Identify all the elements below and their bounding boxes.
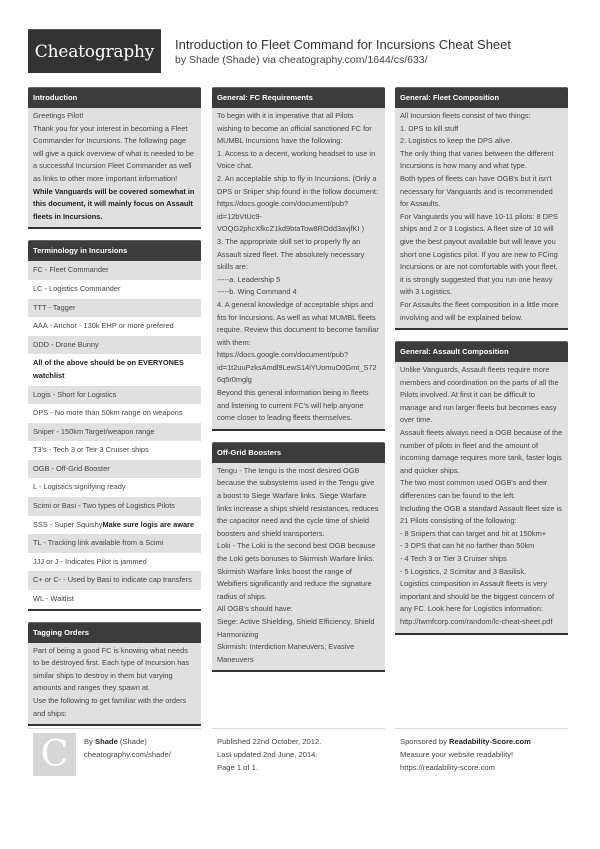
list-item (28, 497, 201, 516)
text-line: 1. DPS to kill stuff (400, 123, 459, 133)
text-line: Loki - The Loki is the second best OGB because the Loki gets bonuses to Skirmish Warfare links. Skirmish Warfare links boost the range of Webifiers significantly and reduce the signature radius of ships. (217, 541, 376, 601)
sponsor-block (400, 735, 531, 774)
list-item (28, 423, 201, 442)
sponsor-tagline: Measure your website readability! (400, 750, 514, 759)
text-line: Skirmish: Interdiction Maneuvers, Evasive Maneuvers (217, 642, 355, 664)
text-line: Both types of fleets can have OGB's but it isn't necessary for Vanguards and is recommended for Assaults. (400, 173, 553, 209)
updated-date: Last updated 2nd June, 2014. (217, 750, 318, 759)
list-item (28, 386, 201, 405)
term-text: TL - Tracking link available from a Scimi (33, 538, 164, 548)
text-line: Thank you for your interest in becoming a Fleet Commander for Incursions. The following page will give a quick overview of what is needed to be a successful Incursion Fleet Commander as well as links to other more important information! (33, 123, 195, 183)
section-title: Terminology in Incursions (28, 240, 201, 261)
publish-info (217, 735, 321, 774)
text-line: Including the OGB a standard Assault fleet size is 21 Pilots consisting of the following: (400, 503, 562, 526)
page-number: Page 1 of 1. (217, 763, 258, 772)
section-title: Introduction (28, 87, 201, 108)
term-text: FC - Fleet Commander (33, 265, 109, 275)
text-line: -----b. Wing Command 4 (217, 287, 297, 297)
column-1 (28, 87, 201, 737)
section-body (395, 362, 568, 632)
link-text[interactable]: https://docs.google.com/document/pub?id=1t2uuPzksAmdl9LewS14iYUomuO0Gmt_S726q5r0mglg (217, 350, 377, 385)
author-block (84, 735, 171, 761)
term-text: Sniper - 150km Target/weapon range (33, 426, 155, 436)
text-line: 2. Logistics to keep the DPS alive. (400, 136, 513, 146)
text-line: For Vanguards you will have 10-11 pilots: 8 DPS ships and 2 or 3 Logistics. A fleet size of 10 will give the best payout available but will leave you short one Logistics pilot. If you are new to FCing Incursions or are not comfortable with your fleet, it is strongly suggested that you run one heavy with 3 Logistics. (400, 211, 558, 297)
text-line: 4. A general knowledge of acceptable ships and fits for Incursions. As well as what MUMBL fleets require. Review this document to become familiar with them: (217, 299, 379, 347)
list-item (28, 299, 201, 318)
term-text: TTT - Tagger (33, 302, 76, 312)
list-item (28, 280, 201, 299)
by-prefix: By (84, 737, 93, 746)
page-title: Introduction to Fleet Command for Incursions Cheat Sheet (175, 37, 512, 52)
sponsor-url[interactable]: https://readability-score.com (400, 763, 495, 772)
footer-divider (212, 728, 385, 729)
list-item (28, 478, 201, 497)
text-line: Use the following to get familiar with the orders and ships: (33, 696, 187, 718)
text-line: 3. The appropriate skill set to properly fly an Assault sized fleet. The absolutely necessary skills are: (217, 236, 365, 272)
section-body (212, 108, 385, 429)
section-fleet-composition (395, 87, 568, 330)
section-body (28, 643, 201, 725)
page-subtitle[interactable]: by Shade (Shade) via cheatography.com/1644/cs/633/ (175, 54, 428, 66)
author-name[interactable]: Shade (95, 737, 118, 746)
text-line: Beyond this general information being in fleets and listening to current FC's will help anyone come closer to leading fleets themselves. (217, 388, 369, 423)
sponsor-link[interactable]: Readability-Score.com (449, 737, 531, 746)
term-bold: All of the above should be on EVERYONES watchlist (33, 358, 184, 380)
term-text: OGB - Off-Grid Booster (33, 463, 110, 473)
section-title: Off-Grid Boosters (212, 442, 385, 463)
list-item (28, 590, 201, 609)
list-item (28, 336, 201, 355)
list-item (28, 553, 201, 572)
term-text: LC - Logistics Commander (33, 283, 121, 293)
term-text: Scimi or Basi - Two types of Logistics Pilots (33, 501, 175, 511)
avatar[interactable]: C (33, 733, 76, 776)
term-bold: Make sure logis are aware (102, 519, 195, 529)
list-item (28, 534, 201, 553)
text-line: Assault fleets always need a OGB because of the number of pilots in fleet and the amount of incoming damage requires more tank, faster logis and quicker ships. (400, 428, 563, 475)
text-line: To begin with it is imperative that all Pilots wishing to become an official sanctioned FC for MUMBL Incursions have the following: (217, 111, 372, 146)
term-text: JJJ or J - Indicates Pilot is jammed (33, 556, 147, 566)
text-line: All Incursion fleets consist of two things: (400, 111, 531, 120)
list-item (28, 516, 201, 535)
term-text: DDD - Drone Bunny (33, 339, 99, 349)
text-line: All OGB's should have: (217, 604, 293, 614)
section-introduction (28, 87, 201, 229)
text-line: Greetings Pilot! (33, 111, 84, 120)
text-line: - 4 Tech 3 or Tier 3 Cruiser ships (400, 554, 507, 563)
text-line: -----a. Leadership 5 (217, 274, 281, 284)
text-line: - 8 Snipers that can target and hit at 150km+ (400, 528, 547, 538)
text-line: - 3 DPS that can hit no farther than 50km (400, 541, 535, 551)
list-item (28, 441, 201, 460)
text-line: 2. An acceptable ship to fly in Incursions. (Only a DPS or Sniper ship found in the follow document: (217, 173, 379, 196)
term-text: SSS - Super Squishy (33, 519, 103, 529)
text-line: For Assaults the fleet composition in a little more involving and will be explained below. (400, 299, 559, 322)
link-text[interactable]: https://docs.google.com/document/pub?id=12bVtUc9-VOQG2phcXfkcZ1kd9btaTow8ROdd3avjfKI ) (217, 199, 365, 234)
link-text[interactable]: http://twmfcorp.com/random/lc-cheat-sheet.pdf (400, 616, 553, 626)
section-body (395, 108, 568, 328)
text-line: Tengu - The tengu is the most desired OGB because the subsystems used in the Tengu give a boost to Siege Warfare links. Siege Warfare links increase a ships shield resistances, reduces the capacitor need and the cycle time of shield boosters and shield transporters. (217, 465, 379, 538)
section-title: General: FC Requirements (212, 87, 385, 108)
author-url[interactable]: cheatography.com/shade/ (84, 750, 171, 759)
section-title: General: Assault Composition (395, 341, 568, 362)
section-off-grid-boosters (212, 442, 385, 673)
text-line: 1. Access to a decent, working headset to use in Voice chat. (217, 148, 376, 171)
term-text: AAA - Anchor - 130k EHP or more prefered (33, 321, 174, 331)
section-terminology (28, 240, 201, 610)
cheatography-logo[interactable]: Cheatography (28, 29, 161, 73)
term-text: C+ or C- - Used by Basi to indicate cap transfers (33, 575, 192, 585)
bold-note: While Vanguards will be covered somewhat in this document, it will mainly focus on Assault fleets in Incursions. (33, 186, 195, 221)
list-item (28, 261, 201, 280)
term-text: WL - Waitlist (33, 594, 74, 604)
section-tagging-orders (28, 622, 201, 727)
published-date: Published 22nd October, 2012. (217, 737, 322, 746)
text-line: Part of being a good FC is knowing what needs to be destroyed first. Each type of Incursion has similar ships to destroy in them but varying amounts and ranges they spawn at. (33, 645, 190, 693)
text-line: Logistics composition in Assault fleets is very important and should be the biggest concern of any FC. Look here for Logistics information: (400, 579, 555, 614)
term-text: Logis - Short for Logistics (33, 389, 117, 399)
sponsor-prefix: Sponsored by (400, 737, 447, 746)
term-text: L - Logistics signifying ready (33, 482, 126, 492)
list-item (28, 354, 201, 385)
author-suffix: (Shade) (119, 737, 147, 746)
author-line (84, 735, 171, 748)
list-item (28, 571, 201, 590)
section-title: General: Fleet Composition (395, 87, 568, 108)
term-text: T3's - Tech 3 or Teir 3 Cruiser ships (33, 445, 149, 455)
text-line: Siege: Active Shielding, Shield Efficiency, Shield Harmonizing (217, 616, 375, 639)
footer-divider (28, 728, 201, 729)
section-body (28, 108, 201, 227)
list-item (28, 460, 201, 479)
section-title: Tagging Orders (28, 622, 201, 643)
text-line: The only thing that varies between the different Incursions is how many and what type. (400, 148, 554, 171)
footer-divider (395, 728, 568, 729)
list-item (28, 317, 201, 336)
list-item (28, 404, 201, 423)
section-assault-composition (395, 341, 568, 634)
text-line: Unlike Vanguards, Assault fleets require more members and coordination on the parts of all the Pilots involved. At first it can be difficult to manage and run larger fleets but becomes easy over time. (400, 365, 559, 425)
column-3 (395, 87, 568, 646)
terminology-list (28, 261, 201, 608)
text-line: The two most common used OGB's and their differences can be found to the left. (400, 478, 548, 501)
text-line: - 5 Logistics, 2 Scimitar and 3 Basilisk. (400, 566, 527, 576)
section-fc-requirements (212, 87, 385, 431)
column-2 (212, 87, 385, 683)
term-text: DPS - No more than 50km range on weapons (33, 408, 183, 418)
title-block (175, 37, 511, 67)
sponsor-line (400, 735, 531, 748)
section-body (212, 463, 385, 671)
